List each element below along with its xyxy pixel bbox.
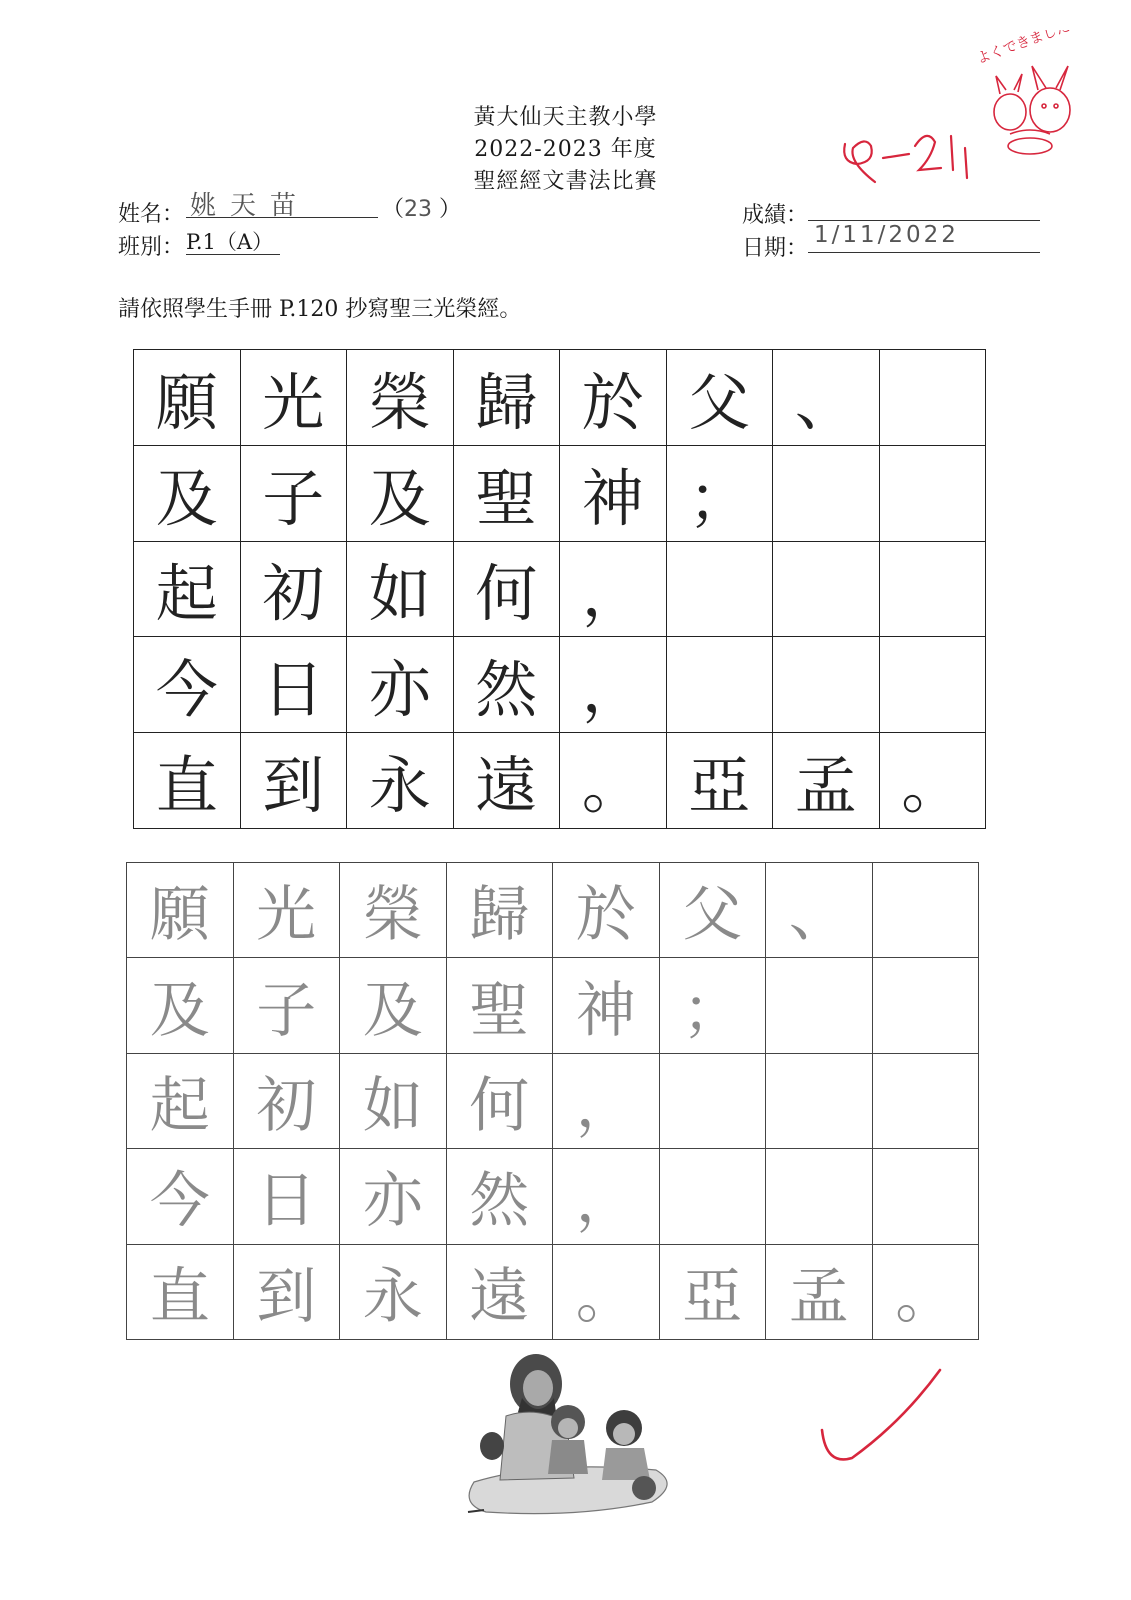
grid-cell (879, 445, 986, 541)
writing-grid-main (133, 349, 986, 829)
grid-cell: 孟 (773, 733, 880, 829)
grid-cell: ， (553, 1053, 660, 1148)
grid-cell: 光 (233, 863, 340, 958)
grid-cell: 榮 (340, 863, 447, 958)
grid-cell: 、 (773, 350, 880, 446)
grid-cell: 永 (340, 1244, 447, 1339)
grid-cell: 。 (560, 733, 667, 829)
stamp-text: よくできました (974, 30, 1073, 68)
teacher-mark (835, 118, 985, 198)
date-label: 日期： (742, 236, 809, 261)
grid-cell: 如 (340, 1053, 447, 1148)
grid-cell: 父 (659, 863, 766, 958)
name-field (186, 185, 378, 221)
class-field (186, 226, 280, 255)
grid-cell: 孟 (766, 1244, 873, 1339)
grid-cell: 何 (446, 1053, 553, 1148)
grid-cell: 永 (347, 733, 454, 829)
grid-row (127, 863, 979, 958)
grid-cell: 及 (134, 445, 241, 541)
grid-cell: 起 (134, 541, 241, 637)
grid-cell (659, 1149, 766, 1244)
grid-row (134, 541, 986, 637)
grid-row (127, 1244, 979, 1339)
grid-cell: 子 (240, 445, 347, 541)
grid-cell: 到 (233, 1244, 340, 1339)
grid-cell: 起 (127, 1053, 234, 1148)
class-label: 班別： (118, 235, 185, 260)
grid-cell: 願 (127, 863, 234, 958)
grid-cell: 。 (872, 1244, 979, 1339)
grid-cell: 遠 (453, 733, 560, 829)
illustration-image (456, 1342, 692, 1528)
grid-cell: ， (553, 1149, 660, 1244)
grid-cell: 亦 (347, 637, 454, 733)
date-value: 1/11/2022 (814, 222, 959, 248)
grid-cell: 遠 (446, 1244, 553, 1339)
grid-cell: 亞 (659, 1244, 766, 1339)
grid-cell: 、 (766, 863, 873, 958)
grid-cell (766, 1053, 873, 1148)
grid-cell: 今 (134, 637, 241, 733)
grid-cell (773, 541, 880, 637)
grid-row (134, 637, 986, 733)
grid-cell: 然 (453, 637, 560, 733)
grid-cell: 光 (240, 350, 347, 446)
grid-cell (872, 1053, 979, 1148)
grid-cell: 神 (560, 445, 667, 541)
instruction-text: 請依照學生手冊 P.120 抄寫聖三光榮經。 (118, 297, 522, 322)
grid-cell: 及 (347, 445, 454, 541)
grid-row (127, 1149, 979, 1244)
grid-cell: 如 (347, 541, 454, 637)
writing-grid-trace (126, 862, 979, 1340)
competition-title: 聖經經文書法比賽 (473, 169, 658, 194)
grid-cell: 神 (553, 958, 660, 1053)
grid-cell (872, 863, 979, 958)
grid-row (127, 1053, 979, 1148)
grid-cell: 到 (240, 733, 347, 829)
grid-cell: 今 (127, 1149, 234, 1244)
grid-cell: 父 (666, 350, 773, 446)
grid-cell (872, 958, 979, 1053)
class-value: P.1（A） (186, 230, 274, 254)
school-name: 黃大仙天主教小學 (473, 105, 658, 130)
grid-cell: 榮 (347, 350, 454, 446)
grid-cell (666, 541, 773, 637)
grid-cell: 然 (446, 1149, 553, 1244)
date-field (808, 222, 1040, 253)
grid-cell: 。 (553, 1244, 660, 1339)
grid-cell: 聖 (446, 958, 553, 1053)
grid-cell: 歸 (453, 350, 560, 446)
grid-cell (879, 637, 986, 733)
score-label: 成績： (742, 203, 809, 228)
grid-cell (766, 958, 873, 1053)
name-value: 姚天苗 (190, 191, 311, 221)
grid-cell: 初 (233, 1053, 340, 1148)
school-year: 2022-2023 年度 (474, 137, 657, 162)
grid-cell: 於 (553, 863, 660, 958)
grid-cell: 願 (134, 350, 241, 446)
check-mark-icon (812, 1362, 952, 1472)
grid-cell: 日 (240, 637, 347, 733)
grid-cell (666, 637, 773, 733)
grid-cell: 聖 (453, 445, 560, 541)
grid-cell (879, 350, 986, 446)
grid-cell: 亦 (340, 1149, 447, 1244)
grid-cell: ， (560, 541, 667, 637)
grid-cell: 及 (127, 958, 234, 1053)
grid-cell (872, 1149, 979, 1244)
grid-cell: 日 (233, 1149, 340, 1244)
stamp-icon (970, 30, 1090, 160)
grid-cell (659, 1053, 766, 1148)
grid-cell: 直 (127, 1244, 234, 1339)
grid-cell: ； (659, 958, 766, 1053)
grid-row (134, 350, 986, 446)
class-number-field: （23 ） (382, 197, 462, 222)
grid-cell (773, 445, 880, 541)
grid-cell: 歸 (446, 863, 553, 958)
grid-row (134, 445, 986, 541)
grid-cell: 子 (233, 958, 340, 1053)
name-label: 姓名： (118, 202, 185, 227)
grid-cell: 。 (879, 733, 986, 829)
grid-cell: 於 (560, 350, 667, 446)
grid-cell: ， (560, 637, 667, 733)
grid-cell: 何 (453, 541, 560, 637)
grid-cell (773, 637, 880, 733)
grid-cell: ； (666, 445, 773, 541)
grid-cell: 初 (240, 541, 347, 637)
class-number-value: 23 (404, 197, 433, 222)
grid-cell (879, 541, 986, 637)
grid-row (127, 958, 979, 1053)
grid-cell: 及 (340, 958, 447, 1053)
grid-cell: 亞 (666, 733, 773, 829)
grid-cell (766, 1149, 873, 1244)
grid-row (134, 733, 986, 829)
grid-cell: 直 (134, 733, 241, 829)
